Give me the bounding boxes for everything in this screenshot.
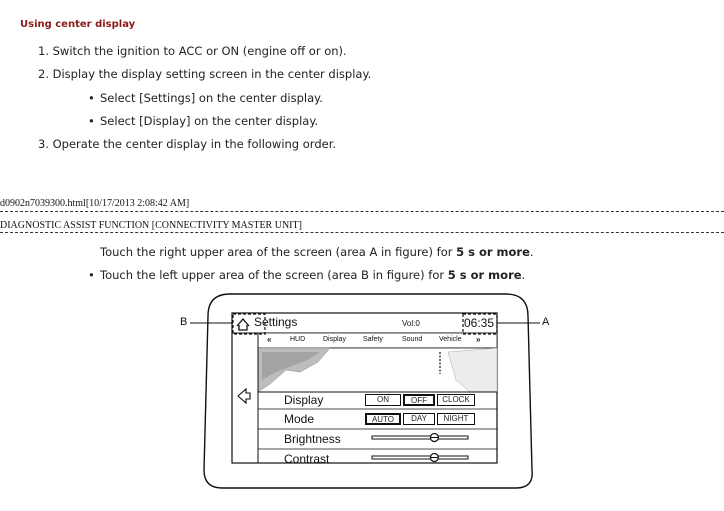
row-label-display: Display <box>284 393 324 407</box>
display-on-button[interactable]: ON <box>365 394 401 406</box>
touch-a-duration: 5 s or more <box>456 245 530 259</box>
bullet-icon: • <box>88 91 95 105</box>
touch-a-end: . <box>529 245 534 259</box>
bullet-icon: • <box>88 268 95 282</box>
mode-day-button[interactable]: DAY <box>403 413 435 425</box>
tab-sound[interactable]: Sound <box>402 336 423 343</box>
touch-a-text: Touch the right upper area of the screen (area A in figure) for <box>100 245 457 259</box>
tab-safety[interactable]: Safety <box>363 336 383 343</box>
double-chevron-right-icon[interactable]: » <box>476 335 481 344</box>
step-2b-text: Select [Display] on the center display. <box>100 114 319 128</box>
row-label-contrast: Contrast <box>284 452 330 463</box>
brightness-slider-track <box>372 436 468 439</box>
label-a: A <box>542 316 550 328</box>
mode-night-button[interactable]: NIGHT <box>437 413 475 425</box>
step-3: 3. Operate the center display in the following order. <box>38 137 337 151</box>
file-timestamp: d0902n7039300.html[10/17/2013 2:08:42 AM] <box>0 198 190 209</box>
tab-vehicle[interactable]: Vehicle <box>439 336 462 343</box>
screen-title: Settings <box>254 315 298 329</box>
touch-b-end: . <box>521 268 526 282</box>
display-clock-button[interactable]: CLOCK <box>437 394 475 406</box>
label-b: B <box>180 316 188 328</box>
step-1: 1. Switch the ignition to ACC or ON (engine off or on). <box>38 44 347 58</box>
touch-b-text: Touch the left upper area of the screen (area B in figure) for <box>100 268 448 282</box>
tab-display[interactable]: Display <box>323 336 346 343</box>
contrast-slider-track <box>372 456 468 459</box>
volume-indicator: Vol:0 <box>402 319 420 328</box>
row-label-mode: Mode <box>284 412 315 426</box>
section-title: DIAGNOSTIC ASSIST FUNCTION [CONNECTIVITY MASTER UNIT] <box>0 220 302 231</box>
bullet-icon: • <box>88 114 95 128</box>
row-label-brightness: Brightness <box>284 432 341 446</box>
touch-b-duration: 5 s or more <box>447 268 522 282</box>
step-2: 2. Display the display setting screen in the center display. <box>38 67 372 81</box>
heading: Using center display <box>20 19 136 30</box>
display-off-button[interactable]: OFF <box>403 394 435 406</box>
clock: 06:35 <box>464 316 495 330</box>
tab-hud[interactable]: HUD <box>290 336 306 343</box>
double-chevron-left-icon[interactable]: « <box>267 335 272 344</box>
step-2a-text: Select [Settings] on the center display. <box>100 91 323 105</box>
mode-auto-button[interactable]: AUTO <box>365 413 401 425</box>
